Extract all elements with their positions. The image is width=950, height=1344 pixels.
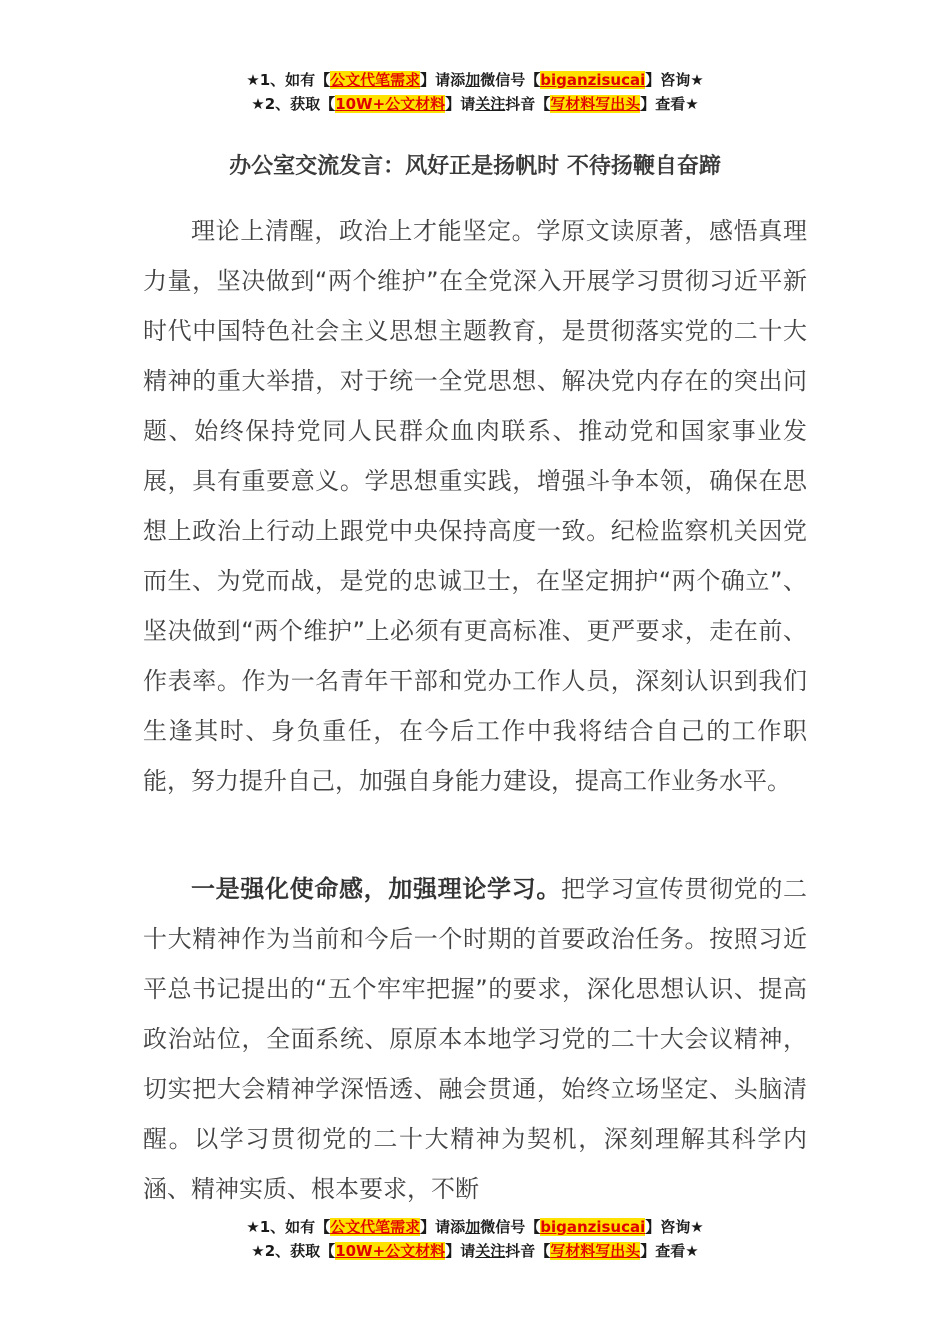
promo-line-1-prefix: ★1、如有【 <box>246 71 331 89</box>
promo-line-2-suffix: 】查看★ <box>640 1242 699 1260</box>
promo-line-2-mid2: 抖音【 <box>505 1242 551 1260</box>
promo-underlined-word: 关注 <box>475 95 506 113</box>
promo-line-1 <box>0 1215 950 1239</box>
promo-line-1-suffix: 】咨询★ <box>645 71 704 89</box>
promo-line-1 <box>0 68 950 92</box>
promo-highlight-wechat-id: biganzisucai <box>540 71 646 89</box>
promo-line-2 <box>0 92 950 116</box>
promo-line-1-suffix: 】咨询★ <box>645 1218 704 1236</box>
promo-line-2-mid2: 抖音【 <box>505 95 551 113</box>
promo-highlight-service: 公文代笔需求 <box>330 71 421 89</box>
promo-line-2-prefix: ★2、获取【 <box>251 95 336 113</box>
promo-highlight-wechat-id: biganzisucai <box>540 1218 646 1236</box>
promo-underlined-word: 加 <box>465 1218 481 1236</box>
promo-line-1-mid2: 微信号【 <box>480 1218 541 1236</box>
promo-line-2 <box>0 1239 950 1263</box>
promo-highlight-douyin-id: 写材料写出头 <box>550 95 641 113</box>
document-title: 办公室交流发言：风好正是扬帆时 不待扬鞭自奋蹄 <box>229 154 721 179</box>
promo-highlight-douyin-id: 写材料写出头 <box>550 1242 641 1260</box>
promo-highlight-service: 公文代笔需求 <box>330 1218 421 1236</box>
promo-underlined-word: 加 <box>465 71 481 89</box>
promo-line-2-suffix: 】查看★ <box>640 95 699 113</box>
promo-line-1-mid2: 微信号【 <box>480 71 541 89</box>
header-promo-banner <box>0 68 950 116</box>
paragraph-2-lead-heading: 一是强化使命感，加强理论学习。 <box>191 875 561 903</box>
promo-highlight-materials: 10W+公文材料 <box>335 1242 446 1260</box>
promo-line-1-mid: 】请添 <box>420 1218 466 1236</box>
body-paragraph-1: 理论上清醒，政治上才能坚定。学原文读原著，感悟真理力量，坚决做到“两个维护”在全党深入开展学习贯彻习近平新时代中国特色社会主义思想主题教育，是贯彻落实党的二十大精神的重大举措，对于统一全党思想、解决党内存在的突出问题、始终保持党同人民群众血肉联系、推动党和国家事业发展，具有重要意义。学思想重实践，增强斗争本领，确保在思想上政治上行动上跟党中央保持高度一致。纪检监察机关因党而生、为党而战，是党的忠诚卫士，在坚定拥护“两个确立”、坚决做到“两个维护”上必须有更高标准、更严要求，走在前、作表率。作为一名青年干部和党办工作人员，深刻认识到我们生逢其时、身负重任，在今后工作中我将结合自己的工作职能，努力提升自己，加强自身能力建设，提高工作业务水平。 <box>143 217 807 795</box>
paragraph-2-body: 把学习宣传贯彻党的二十大精神作为当前和今后一个时期的首要政治任务。按照习近平总书记提出的“五个牢牢把握”的要求，深化思想认识、提高政治站位，全面系统、原原本本地学习党的二十大会议精神，切实把大会精神学深悟透、融会贯通，始终立场坚定、头脑清醒。以学习贯彻党的二十大精神为契机，深刻理解其科学内涵、精神实质、根本要求，不断 <box>143 875 807 1203</box>
promo-line-2-mid: 】请 <box>445 1242 476 1260</box>
promo-highlight-materials: 10W+公文材料 <box>335 95 446 113</box>
promo-line-2-mid: 】请 <box>445 95 476 113</box>
promo-line-1-mid: 】请添 <box>420 71 466 89</box>
body-paragraph-2 <box>143 864 807 1214</box>
promo-underlined-word: 关注 <box>475 1242 506 1260</box>
footer-promo-banner <box>0 1215 950 1263</box>
promo-line-2-prefix: ★2、获取【 <box>251 1242 336 1260</box>
promo-line-1-prefix: ★1、如有【 <box>246 1218 331 1236</box>
